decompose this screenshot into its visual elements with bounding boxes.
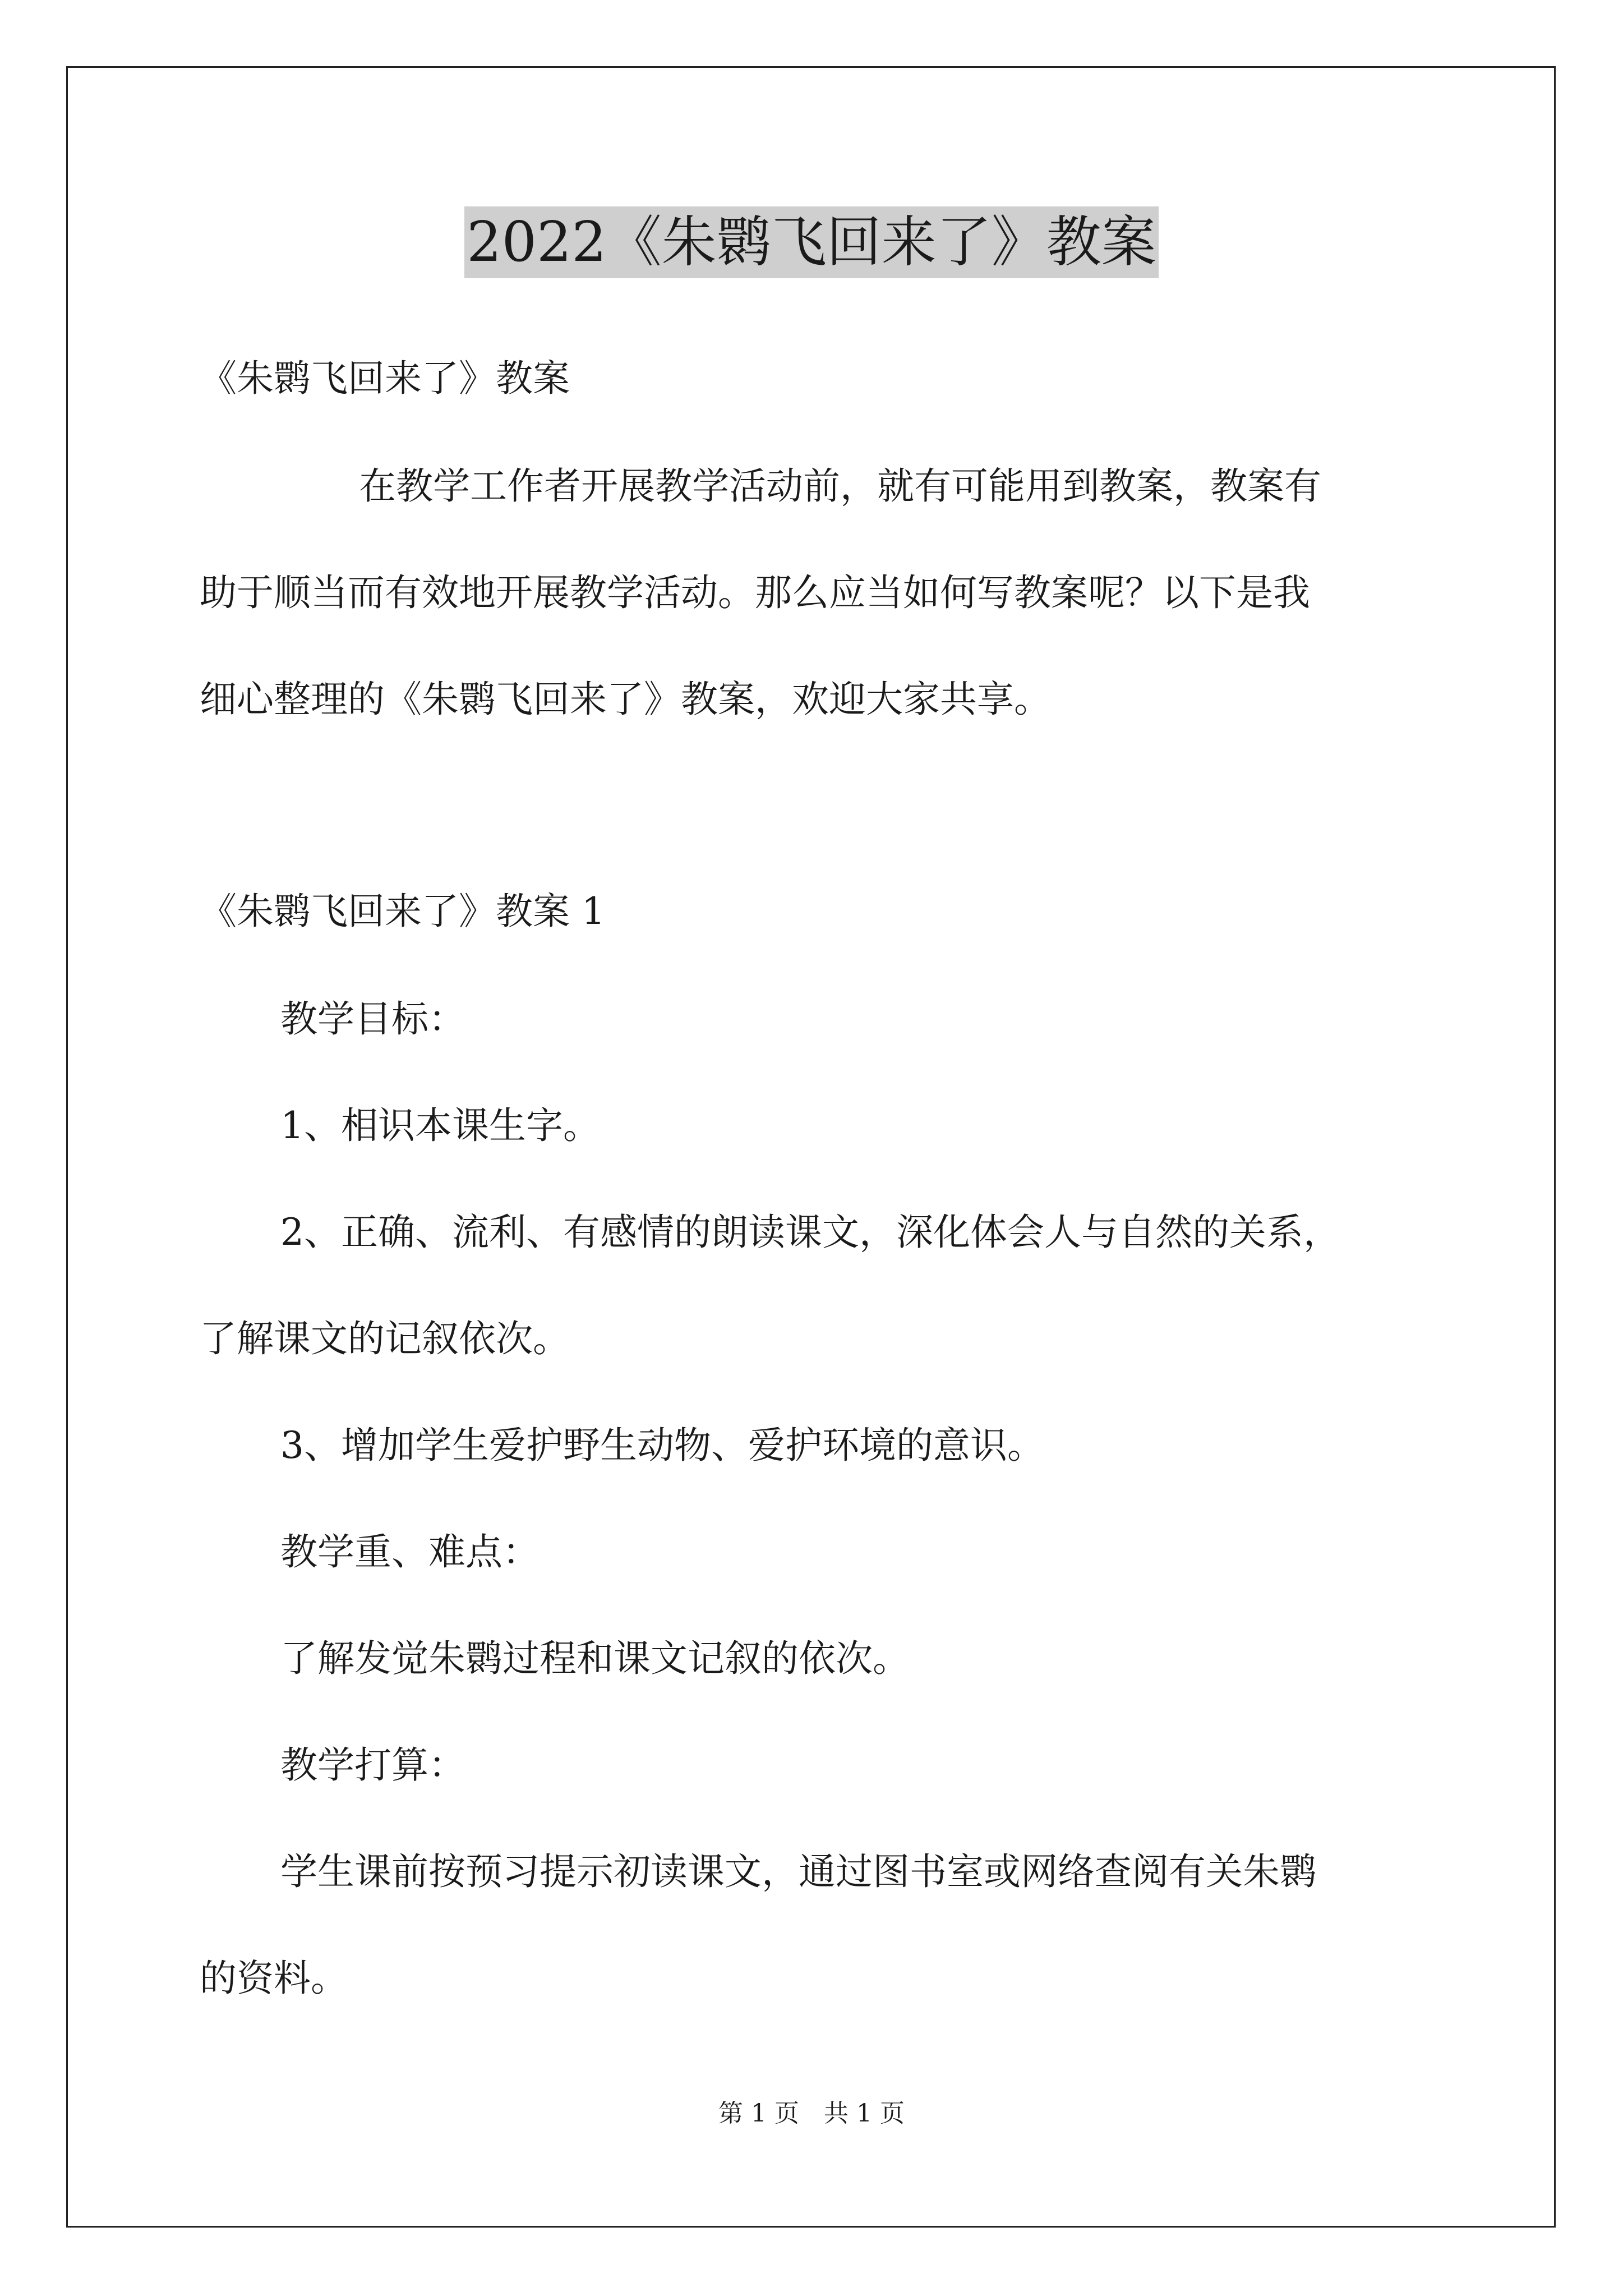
goal-2-line-1: 2、正确、流利、有感情的朗读课文，深化体会人与自然的关系， bbox=[280, 1211, 1340, 1254]
intro-line-3: 细心整理的《朱鹮飞回来了》教案，欢迎大家共享。 bbox=[200, 678, 1051, 721]
preparation-line-2: 的资料。 bbox=[200, 1957, 348, 2000]
page-footer: 第 1 页 共 1 页 bbox=[718, 2099, 905, 2128]
section-heading: 《朱鹮飞回来了》教案 1 bbox=[200, 890, 605, 933]
document-subtitle: 《朱鹮飞回来了》教案 bbox=[200, 357, 570, 400]
goal-3: 3、增加学生爱护野生动物、爱护环境的意识。 bbox=[280, 1424, 1044, 1467]
goals-heading: 教学目标： bbox=[280, 997, 465, 1041]
key-points-text: 了解发觉朱鹮过程和课文记叙的依次。 bbox=[280, 1637, 910, 1680]
intro-line-1: 在教学工作者开展教学活动前，就有可能用到教案，教案有 bbox=[359, 464, 1321, 508]
document-title: 2022《朱鹮飞回来了》教案 bbox=[464, 206, 1158, 278]
preparation-line-1: 学生课前按预习提示初读课文，通过图书室或网络查阅有关朱鹮 bbox=[280, 1850, 1317, 1893]
goal-2-line-2: 了解课文的记叙依次。 bbox=[200, 1317, 570, 1360]
goal-1: 1、相识本课生字。 bbox=[280, 1104, 600, 1147]
title-container bbox=[0, 206, 1623, 278]
intro-line-2: 助于顺当而有效地开展教学活动。那么应当如何写教案呢？以下是我 bbox=[200, 571, 1310, 614]
key-points-heading: 教学重、难点： bbox=[280, 1530, 540, 1573]
preparation-heading: 教学打算： bbox=[280, 1743, 465, 1787]
